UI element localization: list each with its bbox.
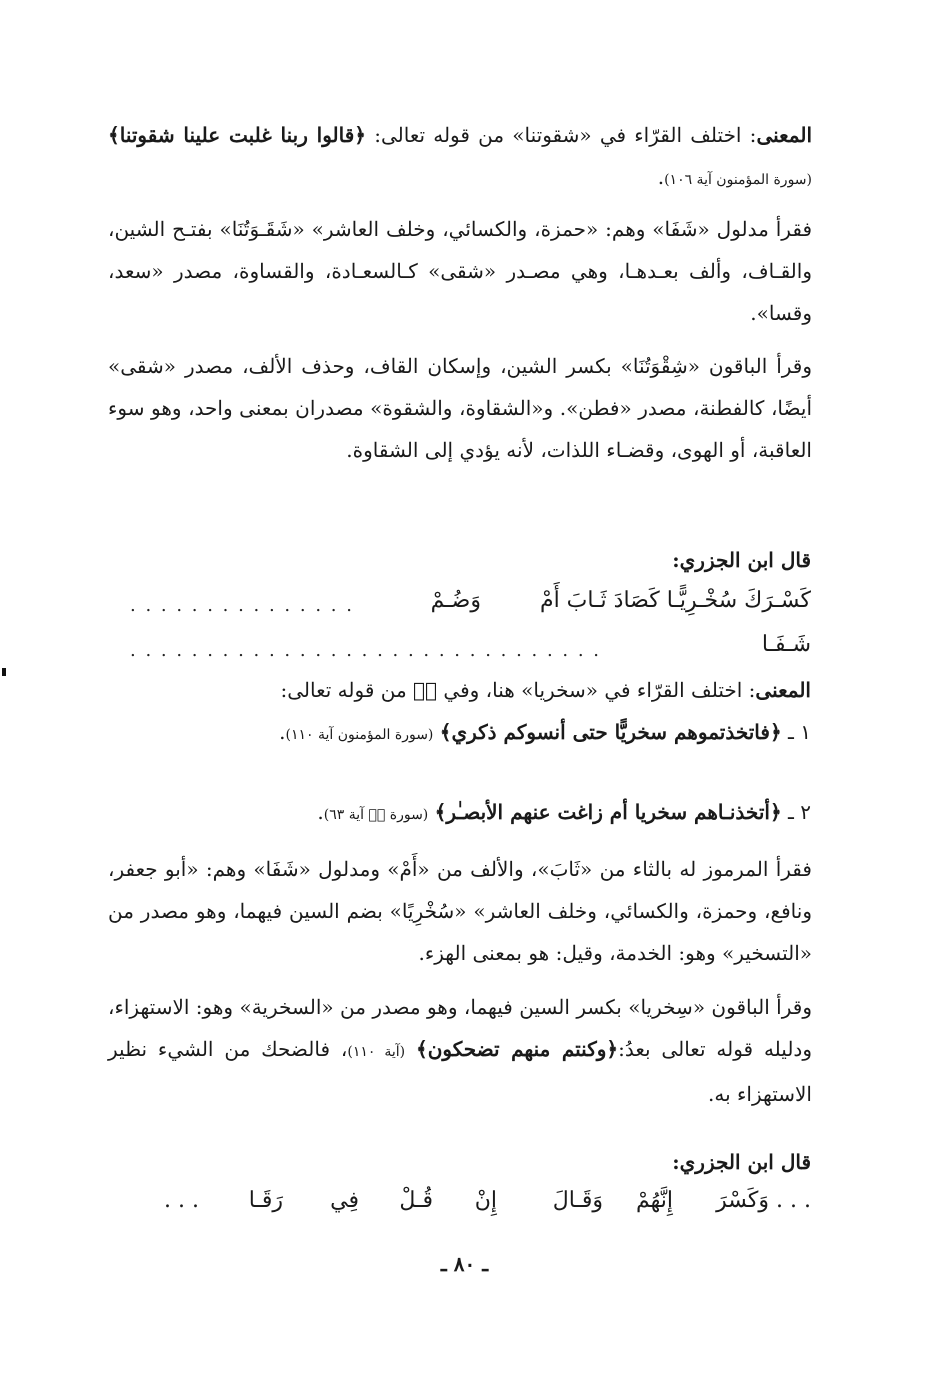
poem-verse-word: رَقَـا bbox=[248, 1188, 283, 1213]
poem-ellipsis: . . . . . . . . . . . . . . . . . . . . . . . . . . . . . . . bbox=[130, 640, 602, 661]
paragraph-reading-kasra bbox=[108, 986, 812, 1115]
section-heading-ibn-jazari: قال ابن الجزري: bbox=[672, 1150, 811, 1174]
paragraph-text: وقرأ الباقون «سِخريا» بكسر السين فيهما، وهو مصدر من «السخرية» وهو: الاستهزاء، ودليله قوله تعالى بعدُ: bbox=[108, 995, 812, 1061]
poem-verse-word: وَقَـالَ bbox=[552, 1188, 603, 1213]
paragraph-reading-damma: فقرأ المرموز له بالثاء من «ثَابَ»، والألف من «أَمْ» ومدلول «شَفَا» وهم: «أبو جعفر، ونافع، وحمزة، والكسائي، وخلف العاشر» «سُخْرِيًا» بضم السين فيهما، وهو مصدر من «التسخير» وهو: الخدمة، وقيل: هو بمعنى الهزء. bbox=[108, 857, 812, 965]
paragraph-text: : اختلف القرّاء في «سخريا» هنا، وفي صۤ من قوله تعالى: bbox=[280, 678, 756, 702]
surah-reference: (سورة المؤمنون آية ١١٠) bbox=[285, 727, 434, 743]
quran-quote: ﴿أتخذنـاهم سخريا أم زاغت عنهم الأبصـٰر﴾ bbox=[434, 800, 782, 824]
margin-mark bbox=[2, 668, 6, 676]
item-number: ١ ـ bbox=[788, 720, 811, 744]
paragraph-meaning-2 bbox=[281, 678, 811, 702]
page-number: ـ ٨٠ ـ bbox=[440, 1252, 489, 1276]
full-stop: . bbox=[657, 165, 665, 189]
poem-verse-word: فِي bbox=[330, 1188, 359, 1213]
meaning-label: المعنى bbox=[756, 123, 813, 147]
surah-reference: (سورة المؤمنون آية ١٠٦) bbox=[664, 172, 812, 188]
full-stop: . bbox=[279, 720, 286, 744]
poem-verse-word: إِنْ bbox=[474, 1188, 497, 1213]
poem-verse-word: شَـفَـا bbox=[761, 632, 811, 657]
poem-verse-line: كَسْـرَكَ سُخْـرِيًّـا كَصَادَ ثَـابَ أَمْ bbox=[539, 588, 811, 613]
paragraph-reading-others: وقرأ الباقون «شِقْوَتُنَا» بكسر الشين، وإسكان القاف، وحذف الألف، مصدر «شقى» أيضًا، كالفطنة، مصدر «فطن». و«الشقاوة، والشقوة» مصدران بمعنى واحد، وهو سوء العاقبة، أو الهوى، وقضـاء اللذات، لأنه يؤدي إلى الشقاوة. bbox=[108, 354, 812, 462]
quran-quote: ﴿قالوا ربنا غلبت علينا شقوتنا﴾ bbox=[108, 123, 367, 147]
paragraph-reading-shafa: فقرأ مدلول «شَفَا» وهم: «حمزة، والكسائي، وخلف العاشر» «شَقَـوَتُنَا» بفتـح الشين، والقـاف، وألف بعـدهـا، وهي مصـدر «شقى» كـالسعـادة، والقساوة، مصدر «سعد، وقسا». bbox=[108, 217, 812, 325]
quran-quote: ﴿وكنتم منهم تضحكون﴾ bbox=[415, 1037, 619, 1061]
poem-verse-word: . . . وَكَسْرَ bbox=[716, 1188, 811, 1213]
meaning-label: المعنى bbox=[755, 678, 811, 702]
full-stop: . bbox=[317, 800, 324, 824]
paragraph-meaning-1 bbox=[108, 114, 812, 201]
poem-verse-word: وَضُـمْ bbox=[430, 588, 481, 613]
poem-ellipsis: . . . . . . . . . . . . . . . bbox=[130, 595, 354, 616]
list-item bbox=[279, 720, 811, 744]
poem-verse-word: قُـلْ bbox=[399, 1188, 433, 1213]
paragraph-text: : اختلف القرّاء في «شقوتنا» من قوله تعالى: bbox=[374, 123, 757, 147]
quran-quote: ﴿فاتخذتموهم سخريًّا حتى أنسوكم ذكري﴾ bbox=[439, 720, 782, 744]
surah-reference: (آية ١١٠) bbox=[347, 1044, 406, 1060]
poem-verse-word: إِنَّهُمْ bbox=[635, 1188, 673, 1213]
paragraph-text: ، فالضحك من الشيء نظير الاستهزاء به. bbox=[108, 1037, 812, 1106]
list-item bbox=[317, 800, 811, 824]
item-number: ٢ ـ bbox=[788, 800, 811, 824]
section-heading-ibn-jazari: قال ابن الجزري: bbox=[672, 548, 811, 572]
surah-reference: (سورة صۤ آية ٦٣) bbox=[323, 807, 429, 823]
poem-ellipsis: . . . bbox=[164, 1188, 199, 1213]
